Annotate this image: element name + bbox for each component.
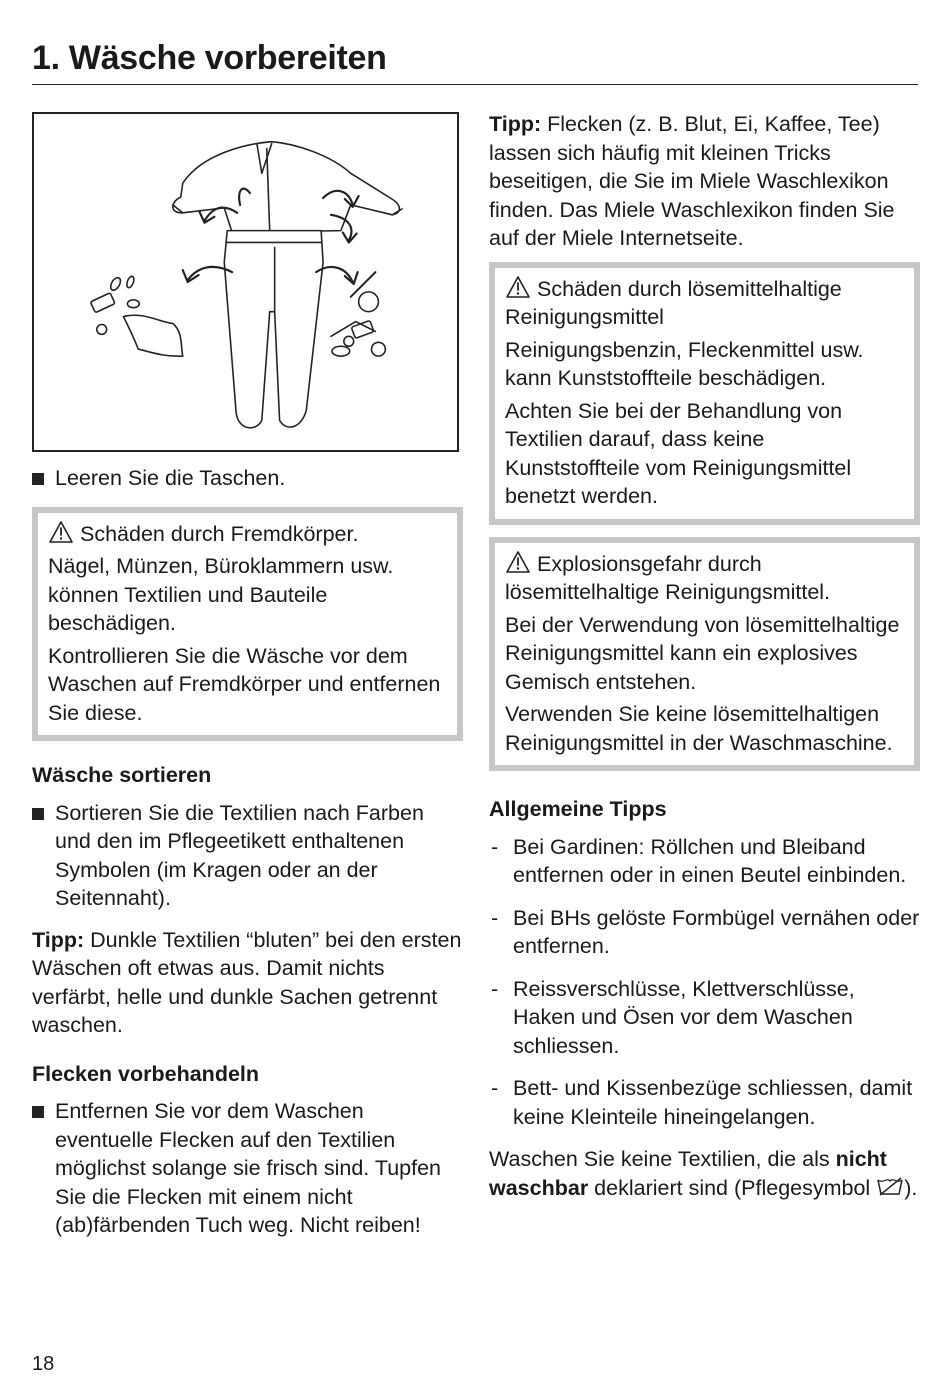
solvent-damage-warning-title: Schäden durch lösemittelhaltige Reinigungsmittel [505, 276, 842, 329]
solvent-damage-warning-text: Reinigungsbenzin, Fleckenmittel usw. kann Kunststoffteile beschädigen. [505, 337, 864, 390]
title-divider [32, 84, 918, 85]
not-washable-note-start: Waschen Sie keine Textilien, die als [489, 1147, 830, 1171]
stain-lexicon-tip [489, 110, 920, 253]
foreign-objects-warning [32, 507, 463, 742]
dark-textiles-tip-text: Dunkle Textilien “bluten” bei den ersten Wäschen oft etwas aus. Damit nichts verfärbt, helle und dunkle Sachen getrennt waschen. [32, 927, 462, 1037]
not-washable-note-middle: deklariert sind (Pflegesymbol [594, 1175, 871, 1200]
foreign-objects-warning-title: Schäden durch Fremdkörper. [80, 521, 359, 546]
dark-textiles-tip [32, 926, 463, 1040]
solvent-damage-warning-action: Achten Sie bei der Behandlung von Textilien darauf, dass keine Kunststoffteile vom Reinigungsmittel benetzt werden. [505, 398, 852, 508]
page-title: 1. Wäsche vorbereiten [32, 39, 387, 77]
list-item: - Bett- und Kissenbezüge schliessen, damit keine Kleinteile hineingelangen. [489, 1074, 920, 1131]
empty-pockets-illustration [32, 112, 459, 452]
foreign-objects-warning-text: Nägel, Münzen, Büroklammern usw. können Textilien und Bauteile beschädigen. [48, 554, 394, 635]
not-washable-label: nicht waschbar [489, 1147, 887, 1200]
foreign-objects-warning-action: Kontrollieren Sie die Wäsche vor dem Waschen auf Fremdkörper und entfernen Sie diese. [48, 643, 441, 725]
pretreat-stains-instruction: Entfernen Sie vor dem Waschen eventuelle Flecken auf den Textilien möglichst solange sie frisch sind. Tupfen Sie die Flecken mit einem nicht (ab)färbenden Tuch weg. Nicht reiben! [32, 1097, 463, 1240]
explosion-warning [489, 537, 920, 772]
left-column [32, 110, 463, 1240]
do-not-wash-icon [876, 1176, 904, 1196]
explosion-warning-title-row [505, 550, 904, 607]
page-number: 18 [32, 1353, 55, 1375]
solvent-damage-warning [489, 262, 920, 525]
foreign-objects-warning-title-row [48, 520, 447, 549]
warning-triangle-icon [505, 550, 531, 574]
solvent-damage-warning-title-row [505, 275, 904, 332]
stain-lexicon-tip-text: Flecken (z. B. Blut, Ei, Kaffee, Tee) lassen sich häufig mit kleinen Tricks beseitigen, die Sie im Miele Waschlexikon finden. Das Miele Waschlexikon finden Sie auf der Miele Internetseite. [489, 112, 895, 250]
list-item: - Bei BHs gelöste Formbügel vernähen oder entfernen. [489, 904, 920, 961]
sort-laundry-heading: Wäsche sortieren [32, 763, 212, 787]
explosion-warning-title: Explosionsgefahr durch lösemittelhaltige Reinigungsmittel. [505, 551, 831, 604]
explosion-warning-text: Bei der Verwendung von lösemittelhaltige Reinigungsmittel kann ein explosives Gemisch entstehen. [505, 612, 900, 694]
sort-laundry-instruction: Sortieren Sie die Textilien nach Farben und den im Pflegeetikett enthaltenen Symbolen (im Kragen oder an der Seitennaht). [32, 799, 463, 913]
not-washable-note [489, 1145, 920, 1202]
list-item: - Reissverschlüsse, Klettverschlüsse, Haken und Ösen vor dem Waschen schliessen. [489, 975, 920, 1061]
tip-label: Tipp: [489, 112, 542, 136]
tip-label: Tipp: [32, 927, 85, 952]
empty-pockets-instruction: Leeren Sie die Taschen. [32, 464, 463, 493]
right-column [489, 110, 920, 1202]
warning-triangle-icon [505, 275, 531, 299]
not-washable-note-end: ). [904, 1175, 918, 1200]
general-tips-heading: Allgemeine Tipps [489, 797, 667, 821]
warning-triangle-icon [48, 520, 74, 544]
pretreat-stains-heading: Flecken vorbehandeln [32, 1061, 260, 1086]
explosion-warning-action: Verwenden Sie keine lösemittelhaltigen Reinigungsmittel in der Waschmaschine. [505, 702, 893, 755]
list-item: - Bei Gardinen: Röllchen und Bleiband entfernen oder in einen Beutel einbinden. [489, 833, 920, 890]
general-tips-list [489, 833, 920, 1132]
